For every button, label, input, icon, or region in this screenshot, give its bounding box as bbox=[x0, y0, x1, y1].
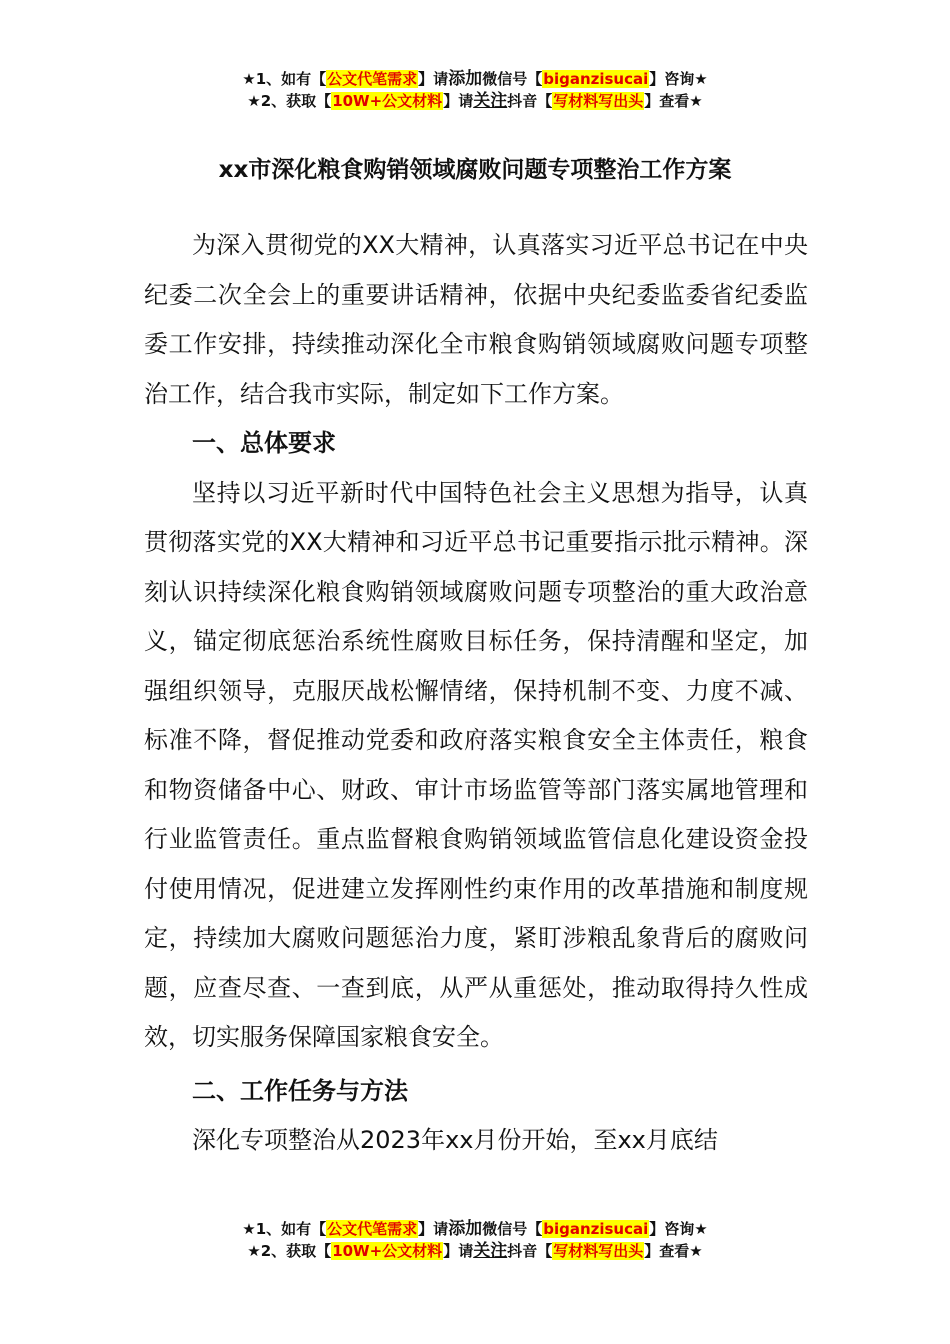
promo-line-2: ★2、获取【10W+公文材料】请关注抖音【写材料写出头】查看★ bbox=[247, 91, 703, 111]
section-1-heading: 一、总体要求 bbox=[192, 429, 336, 457]
promo-banner-bottom bbox=[0, 1218, 950, 1262]
promo-highlight-materials: 10W+公文材料 bbox=[332, 92, 443, 110]
promo-line-2: ★2、获取【10W+公文材料】请关注抖音【写材料写出头】查看★ bbox=[247, 1241, 703, 1261]
promo-highlight-douyin: 写材料写出头 bbox=[553, 92, 644, 110]
promo-highlight-service: 公文代笔需求 bbox=[327, 1220, 418, 1238]
document-title: xx市深化粮食购销领域腐败问题专项整治工作方案 bbox=[218, 157, 732, 183]
section-1-paragraph: 坚持以习近平新时代中国特色社会主义思想为指导，认真贯彻落实党的XX大精神和习近平总书记重要指示批示精神。深刻认识持续深化粮食购销领域腐败问题专项整治的重大政治意义，锚定彻底惩治系统性腐败目标任务，保持清醒和坚定，加强组织领导，克服厌战松懈情绪，保持机制不变、力度不减、标准不降，督促推动党委和政府落实粮食安全主体责任，粮食和物资储备中心、财政、审计市场监管等部门落实属地管理和行业监管责任。重点监督粮食购销领域监管信息化建设资金投付使用情况，促进建立发挥刚性约束作用的改革措施和制度规定，持续加大腐败问题惩治力度，紧盯涉粮乱象背后的腐败问题，应查尽查、一查到底，从严从重惩处，推动取得持久性成效，切实服务保障国家粮食安全。 bbox=[144, 478, 808, 1051]
intro-paragraph: 为深入贯彻党的XX大精神，认真落实习近平总书记在中央纪委二次全会上的重要讲话精神，依据中央纪委监委省纪委监委工作安排，持续推动深化全市粮食购销领域腐败问题专项整治工作，结合我市实际，制定如下工作方案。 bbox=[144, 231, 808, 408]
promo-highlight-wechat: biganzisucai bbox=[543, 1220, 649, 1238]
promo-highlight-service: 公文代笔需求 bbox=[327, 70, 418, 88]
section-2-heading: 二、工作任务与方法 bbox=[192, 1076, 408, 1105]
promo-line-1: ★1、如有【公文代笔需求】请添加微信号【biganzisucai】咨询★ bbox=[242, 1219, 708, 1239]
promo-highlight-materials: 10W+公文材料 bbox=[332, 1242, 443, 1260]
promo-highlight-douyin: 写材料写出头 bbox=[553, 1242, 644, 1260]
section-2-paragraph: 深化专项整治从2023年xx月份开始，至xx月底结 bbox=[192, 1126, 718, 1154]
document-body bbox=[144, 221, 808, 1166]
promo-line-1: ★1、如有【公文代笔需求】请添加微信号【biganzisucai】咨询★ bbox=[242, 69, 708, 89]
promo-highlight-wechat: biganzisucai bbox=[543, 70, 649, 88]
promo-banner-top bbox=[0, 68, 950, 112]
